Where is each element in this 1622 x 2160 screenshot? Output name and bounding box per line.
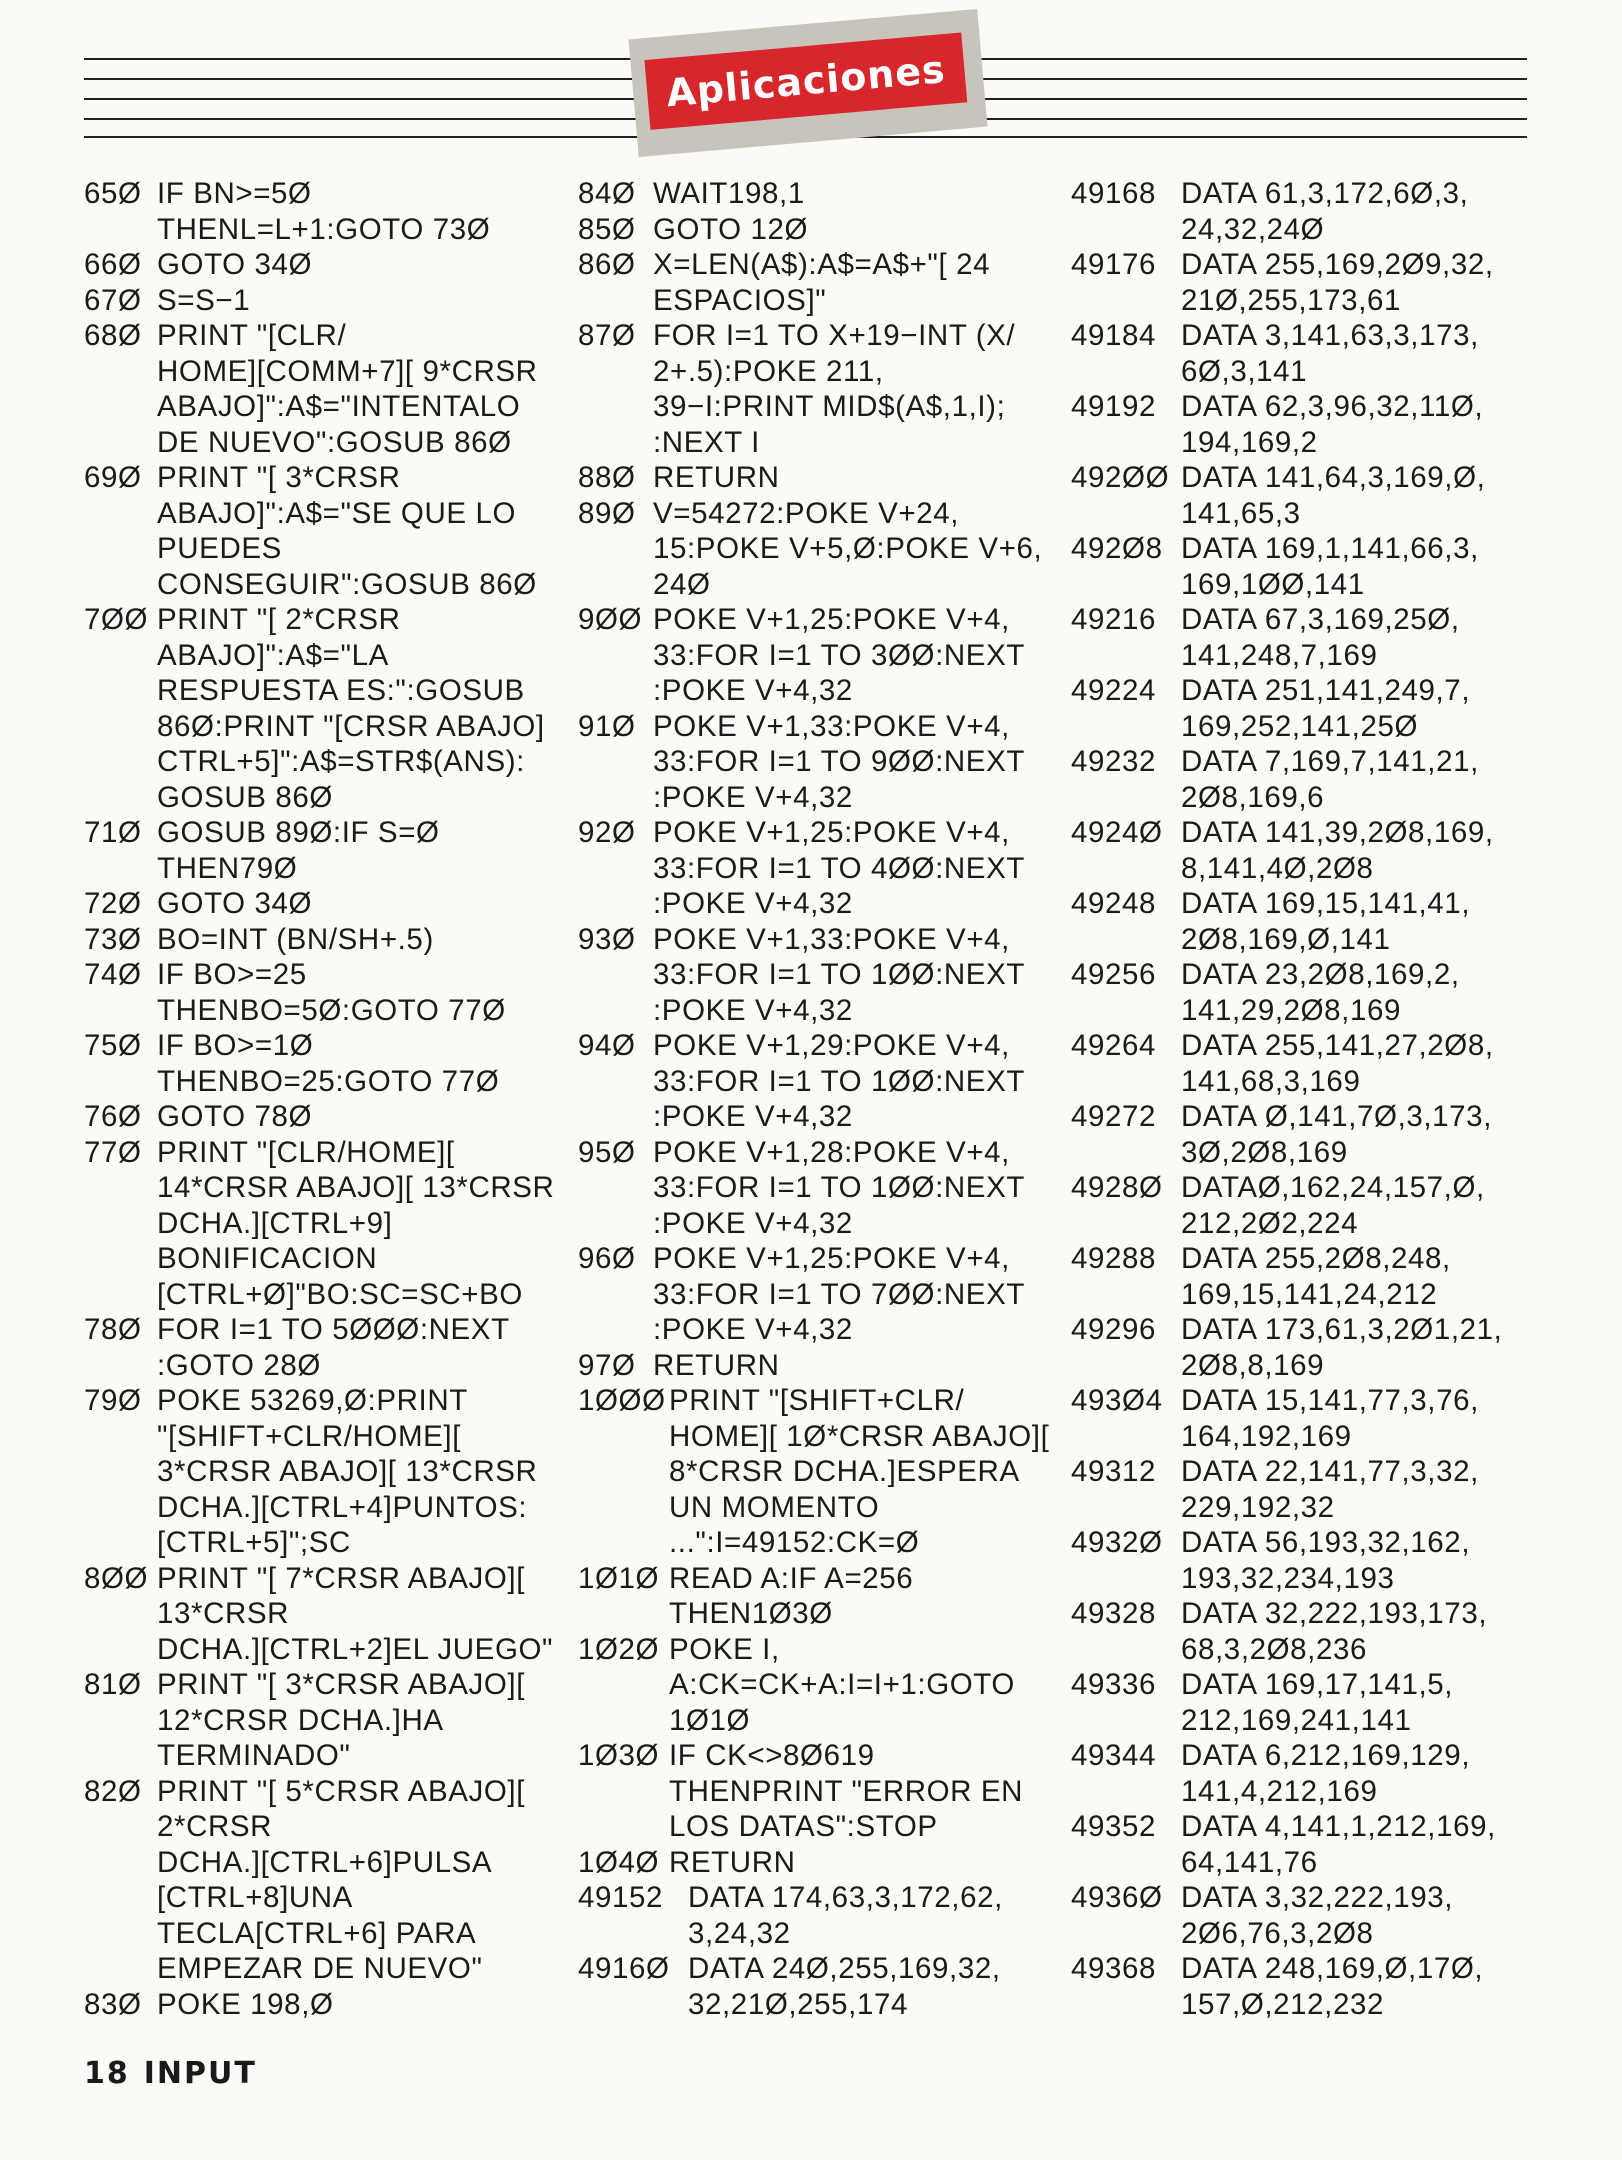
line-number: 75Ø [84,1029,142,1062]
code-statement: POKE V+1,29:POKE V+4, 33:FOR I=1 TO 1ØØ:NEXT :POKE V+4,32 [653,1029,1025,1133]
line-number: 9ØØ [578,603,643,636]
line-number: 492Ø8 [1071,532,1163,565]
code-statement: X=LEN(A$):A$=A$+"[ 24 ESPACIOS]" [653,248,991,317]
line-number: 492ØØ [1071,461,1170,494]
code-line [84,602,554,815]
code-line [1071,602,1502,673]
code-line [578,496,1049,603]
line-number: 94Ø [578,1029,636,1062]
code-line [578,212,1049,248]
line-number: 49264 [1071,1029,1157,1062]
code-statement: POKE I, A:CK=CK+A:I=I+1:GOTO 1Ø1Ø [669,1632,1015,1737]
code-statement: POKE V+1,28:POKE V+4, 33:FOR I=1 TO 1ØØ:NEXT :POKE V+4,32 [653,1135,1025,1240]
line-number: 4928Ø [1071,1171,1163,1204]
code-line [578,1135,1049,1242]
code-statement: GOTO 12Ø [653,212,809,246]
code-line [1071,318,1502,389]
line-number: 88Ø [578,461,636,494]
code-statement: DATA 23,2Ø8,169,2, 141,29,2Ø8,169 [1181,958,1460,1027]
code-line [578,1845,1049,1881]
code-line [578,460,1049,496]
line-number: 72Ø [84,887,142,920]
code-statement: POKE 198,Ø [157,1987,334,2021]
line-number: 49288 [1071,1242,1157,1275]
code-statement: DATA 22,141,77,3,32, 229,192,32 [1181,1455,1479,1524]
line-number: 49152 [578,1881,664,1914]
code-statement: V=54272:POKE V+24, 15:POKE V+5,Ø:POKE V+6, 24Ø [653,496,1043,601]
line-number: 4936Ø [1071,1881,1163,1914]
code-line [84,1312,554,1383]
code-line [1071,531,1502,602]
code-statement: DATAØ,162,24,157,Ø, 212,2Ø2,224 [1181,1171,1485,1240]
line-number: 49176 [1071,248,1157,281]
code-line [1071,1738,1502,1809]
line-number: 1Ø4Ø [578,1845,660,1879]
code-statement: IF BO>=25 THENBO=5Ø:GOTO 77Ø [157,958,506,1027]
code-statement: DATA 248,169,Ø,17Ø, 157,Ø,212,232 [1181,1952,1484,2021]
code-statement: DATA 173,61,3,2Ø1,21, 2Ø8,8,169 [1181,1313,1503,1382]
code-statement: GOTO 34Ø [157,887,313,920]
code-line [1071,1028,1502,1099]
code-statement: PRINT "[ 5*CRSR ABAJO][ 2*CRSR DCHA.][CTRL+6]PULSA [CTRL+8]UNA TECLA[CTRL+6] PARA EMPEZAR DE NUEVO" [157,1774,525,1985]
code-line [84,1099,554,1135]
code-statement: GOTO 34Ø [157,248,313,281]
code-statement: POKE V+1,33:POKE V+4, 33:FOR I=1 TO 1ØØ:NEXT :POKE V+4,32 [653,922,1025,1027]
line-number: 1Ø2Ø [578,1632,660,1666]
line-number: 68Ø [84,319,142,352]
code-statement: POKE V+1,33:POKE V+4, 33:FOR I=1 TO 9ØØ:NEXT :POKE V+4,32 [653,709,1025,814]
line-number: 95Ø [578,1135,636,1169]
code-line [84,1028,554,1099]
line-number: 71Ø [84,816,142,849]
line-number: 92Ø [578,816,636,849]
line-number: 49344 [1071,1739,1157,1772]
code-statement: DATA 3,141,63,3,173, 6Ø,3,141 [1181,319,1479,388]
code-line [1071,1099,1502,1170]
listing-column-3 [1071,176,1502,2022]
code-line [1071,957,1502,1028]
code-line [84,176,554,247]
code-statement: DATA 32,222,193,173, 68,3,2Ø8,236 [1181,1597,1488,1666]
code-statement: DATA 24Ø,255,169,32, 32,21Ø,255,174 [688,1952,1001,2021]
code-statement: PRINT "[SHIFT+CLR/ HOME][ 1Ø*CRSR ABAJO][ 8*CRSR DCHA.]ESPERA UN MOMENTO ...":I=49152:CK=Ø [669,1384,1050,1559]
code-line [1071,744,1502,815]
code-line [84,460,554,602]
line-number: 49352 [1071,1810,1157,1843]
code-statement: GOTO 78Ø [157,1100,313,1133]
line-number: 49296 [1071,1313,1157,1346]
code-statement: FOR I=1 TO X+19−INT (X/ 2+.5):POKE 211, 39−I:PRINT MID$(A$,1,I); :NEXT I [653,319,1016,459]
code-line [1071,1383,1502,1454]
code-statement: DATA 251,141,249,7, 169,252,141,25Ø [1181,674,1471,743]
line-number: 96Ø [578,1242,636,1275]
line-number: 93Ø [578,922,636,956]
page-footer [84,2056,257,2091]
code-statement: READ A:IF A=256 THEN1Ø3Ø [669,1561,914,1630]
line-number: 49256 [1071,958,1157,991]
code-statement: DATA 56,193,32,162, 193,32,234,193 [1181,1526,1471,1595]
code-line [84,1667,554,1774]
code-statement: PRINT "[CLR/ HOME][COMM+7][ 9*CRSR ABAJO]":A$="INTENTALO DE NUEVO":GOSUB 86Ø [157,319,538,459]
line-number: 49328 [1071,1597,1157,1630]
code-statement: DATA 4,141,1,212,169, 64,141,76 [1181,1810,1496,1879]
code-statement: IF CK<>8Ø619 THENPRINT "ERROR EN LOS DATAS":STOP [669,1739,1024,1843]
code-statement: DATA 255,169,2Ø9,32, 21Ø,255,173,61 [1181,248,1494,317]
code-statement: POKE 53269,Ø:PRINT "[SHIFT+CLR/HOME][ 3*CRSR ABAJO][ 13*CRSR DCHA.][CTRL+4]PUNTOS: [CTRL+5]";SC [157,1384,538,1559]
code-line [1071,1667,1502,1738]
code-line [578,1383,1049,1561]
line-number: 49168 [1071,177,1157,210]
code-statement: DATA 255,141,27,2Ø8, 141,68,3,169 [1181,1029,1494,1098]
line-number: 49336 [1071,1668,1157,1701]
code-line [1071,1454,1502,1525]
code-statement: DATA Ø,141,7Ø,3,173, 3Ø,2Ø8,169 [1181,1100,1492,1169]
line-number: 49312 [1071,1455,1157,1488]
code-statement: DATA 7,169,7,141,21, 2Ø8,169,6 [1181,745,1479,814]
code-statement: DATA 62,3,96,32,11Ø, 194,169,2 [1181,390,1484,459]
section-title: Aplicaciones [644,32,967,129]
code-statement: POKE V+1,25:POKE V+4, 33:FOR I=1 TO 4ØØ:NEXT :POKE V+4,32 [653,816,1025,920]
line-number: 1Ø1Ø [578,1561,660,1595]
line-number: 49192 [1071,390,1157,423]
code-line [578,1880,1049,1951]
code-line [1071,1880,1502,1951]
code-statement: DATA 3,32,222,193, 2Ø6,76,3,2Ø8 [1181,1881,1454,1950]
code-line [1071,815,1502,886]
code-line [84,1135,554,1313]
code-line [578,1348,1049,1384]
code-line [1071,673,1502,744]
code-line [84,247,554,283]
line-number: 66Ø [84,248,142,281]
code-statement: PRINT "[ 2*CRSR ABAJO]":A$="LA RESPUESTA ES:":GOSUB 86Ø:PRINT "[CRSR ABAJO] CTRL+5]":A$=STR$(ANS): GOSUB 86Ø [157,603,545,814]
line-number: 1ØØØ [578,1384,666,1417]
code-line [1071,886,1502,957]
line-number: 76Ø [84,1100,142,1133]
line-number: 74Ø [84,958,142,991]
code-line [578,1738,1049,1845]
code-line [578,1951,1049,2022]
line-number: 49224 [1071,674,1157,707]
code-line [84,815,554,886]
page-number: 18 [84,2056,130,2091]
code-statement: DATA 169,15,141,41, 2Ø8,169,Ø,141 [1181,887,1471,956]
line-number: 65Ø [84,177,142,210]
line-number: 4924Ø [1071,816,1163,849]
code-statement: RETURN [653,1348,780,1382]
code-statement: POKE V+1,25:POKE V+4, 33:FOR I=1 TO 7ØØ:NEXT :POKE V+4,32 [653,1242,1025,1346]
line-number: 49232 [1071,745,1157,778]
line-number: 81Ø [84,1668,142,1701]
code-line [84,1383,554,1561]
line-number: 69Ø [84,461,142,494]
code-line [578,176,1049,212]
code-line [578,815,1049,922]
code-statement: DATA 6,212,169,129, 141,4,212,169 [1181,1739,1471,1808]
code-line [578,1241,1049,1348]
code-statement: BO=INT (BN/SH+.5) [157,922,434,956]
code-line [1071,176,1502,247]
code-line [1071,460,1502,531]
listing-column-2 [578,176,1049,2022]
line-number: 49184 [1071,319,1157,352]
code-line [84,1774,554,1987]
code-statement: PRINT "[CLR/HOME][ 14*CRSR ABAJO][ 13*CRSR DCHA.][CTRL+9] BONIFICACION [CTRL+Ø]"BO:SC=SC+BO [157,1135,555,1311]
line-number: 8ØØ [84,1561,149,1595]
code-statement: S=S−1 [157,283,251,317]
code-line [578,1561,1049,1632]
code-statement: DATA 67,3,169,25Ø, 141,248,7,169 [1181,603,1460,672]
code-statement: FOR I=1 TO 5ØØØ:NEXT :GOTO 28Ø [157,1313,510,1382]
line-number: 82Ø [84,1774,142,1808]
line-number: 91Ø [578,709,636,743]
line-number: 79Ø [84,1384,142,1417]
code-line [578,922,1049,1029]
code-line [578,709,1049,816]
listing-column-1 [84,176,554,2022]
line-number: 7ØØ [84,603,149,636]
code-statement: POKE V+1,25:POKE V+4, 33:FOR I=1 TO 3ØØ:NEXT :POKE V+4,32 [653,603,1025,707]
code-line [1071,1312,1502,1383]
line-number: 1Ø3Ø [578,1739,660,1772]
line-number: 78Ø [84,1313,142,1346]
code-statement: RETURN [669,1845,796,1879]
code-statement: PRINT "[ 3*CRSR ABAJO][ 12*CRSR DCHA.]HA TERMINADO" [157,1668,525,1772]
code-line [84,922,554,958]
line-number: 84Ø [578,177,636,210]
line-number: 89Ø [578,496,636,530]
code-line [1071,1596,1502,1667]
code-line [1071,247,1502,318]
code-line [84,318,554,460]
line-number: 4916Ø [578,1952,670,1985]
code-statement: GOSUB 89Ø:IF S=Ø THEN79Ø [157,816,440,885]
code-line [84,283,554,319]
code-line [1071,1951,1502,2022]
line-number: 85Ø [578,212,636,246]
line-number: 73Ø [84,922,142,956]
code-statement: DATA 255,2Ø8,248, 169,15,141,24,212 [1181,1242,1451,1311]
code-statement: DATA 61,3,172,6Ø,3, 24,32,24Ø [1181,177,1469,246]
code-line [84,1561,554,1668]
magazine-name: INPUT [143,2056,257,2091]
code-statement: PRINT "[ 3*CRSR ABAJO]":A$="SE QUE LO PUEDES CONSEGUIR":GOSUB 86Ø [157,461,537,601]
line-number: 67Ø [84,283,142,317]
line-number: 87Ø [578,319,636,352]
code-line [1071,1809,1502,1880]
line-number: 4932Ø [1071,1526,1163,1559]
code-statement: DATA 15,141,77,3,76, 164,192,169 [1181,1384,1479,1453]
code-line [1071,1241,1502,1312]
code-line [84,886,554,922]
code-line [578,247,1049,318]
line-number: 49248 [1071,887,1157,920]
code-statement: DATA 174,63,3,172,62, 3,24,32 [688,1881,1003,1950]
code-statement: WAIT198,1 [653,177,805,210]
code-line [1071,1525,1502,1596]
code-line [578,602,1049,709]
code-statement: RETURN [653,461,780,494]
code-statement: DATA 169,1,141,66,3, 169,1ØØ,141 [1181,532,1479,601]
code-statement: DATA 141,64,3,169,Ø, 141,65,3 [1181,461,1486,530]
code-line [84,1987,554,2023]
line-number: 97Ø [578,1348,636,1382]
code-statement: DATA 141,39,2Ø8,169, 8,141,4Ø,2Ø8 [1181,816,1494,885]
line-number: 49216 [1071,603,1157,636]
code-statement: IF BO>=1Ø THENBO=25:GOTO 77Ø [157,1029,500,1098]
line-number: 83Ø [84,1987,142,2021]
code-statement: IF BN>=5Ø THENL=L+1:GOTO 73Ø [157,177,491,246]
line-number: 77Ø [84,1135,142,1169]
code-line [578,1632,1049,1739]
line-number: 49272 [1071,1100,1157,1133]
code-line [1071,1170,1502,1241]
code-statement: DATA 169,17,141,5, 212,169,241,141 [1181,1668,1454,1737]
code-line [578,318,1049,460]
line-number: 493Ø4 [1071,1384,1163,1417]
code-line [84,957,554,1028]
code-line [1071,389,1502,460]
code-statement: PRINT "[ 7*CRSR ABAJO][ 13*CRSR DCHA.][CTRL+2]EL JUEGO" [157,1561,554,1666]
code-line [578,1028,1049,1135]
line-number: 49368 [1071,1952,1157,1985]
line-number: 86Ø [578,248,636,281]
